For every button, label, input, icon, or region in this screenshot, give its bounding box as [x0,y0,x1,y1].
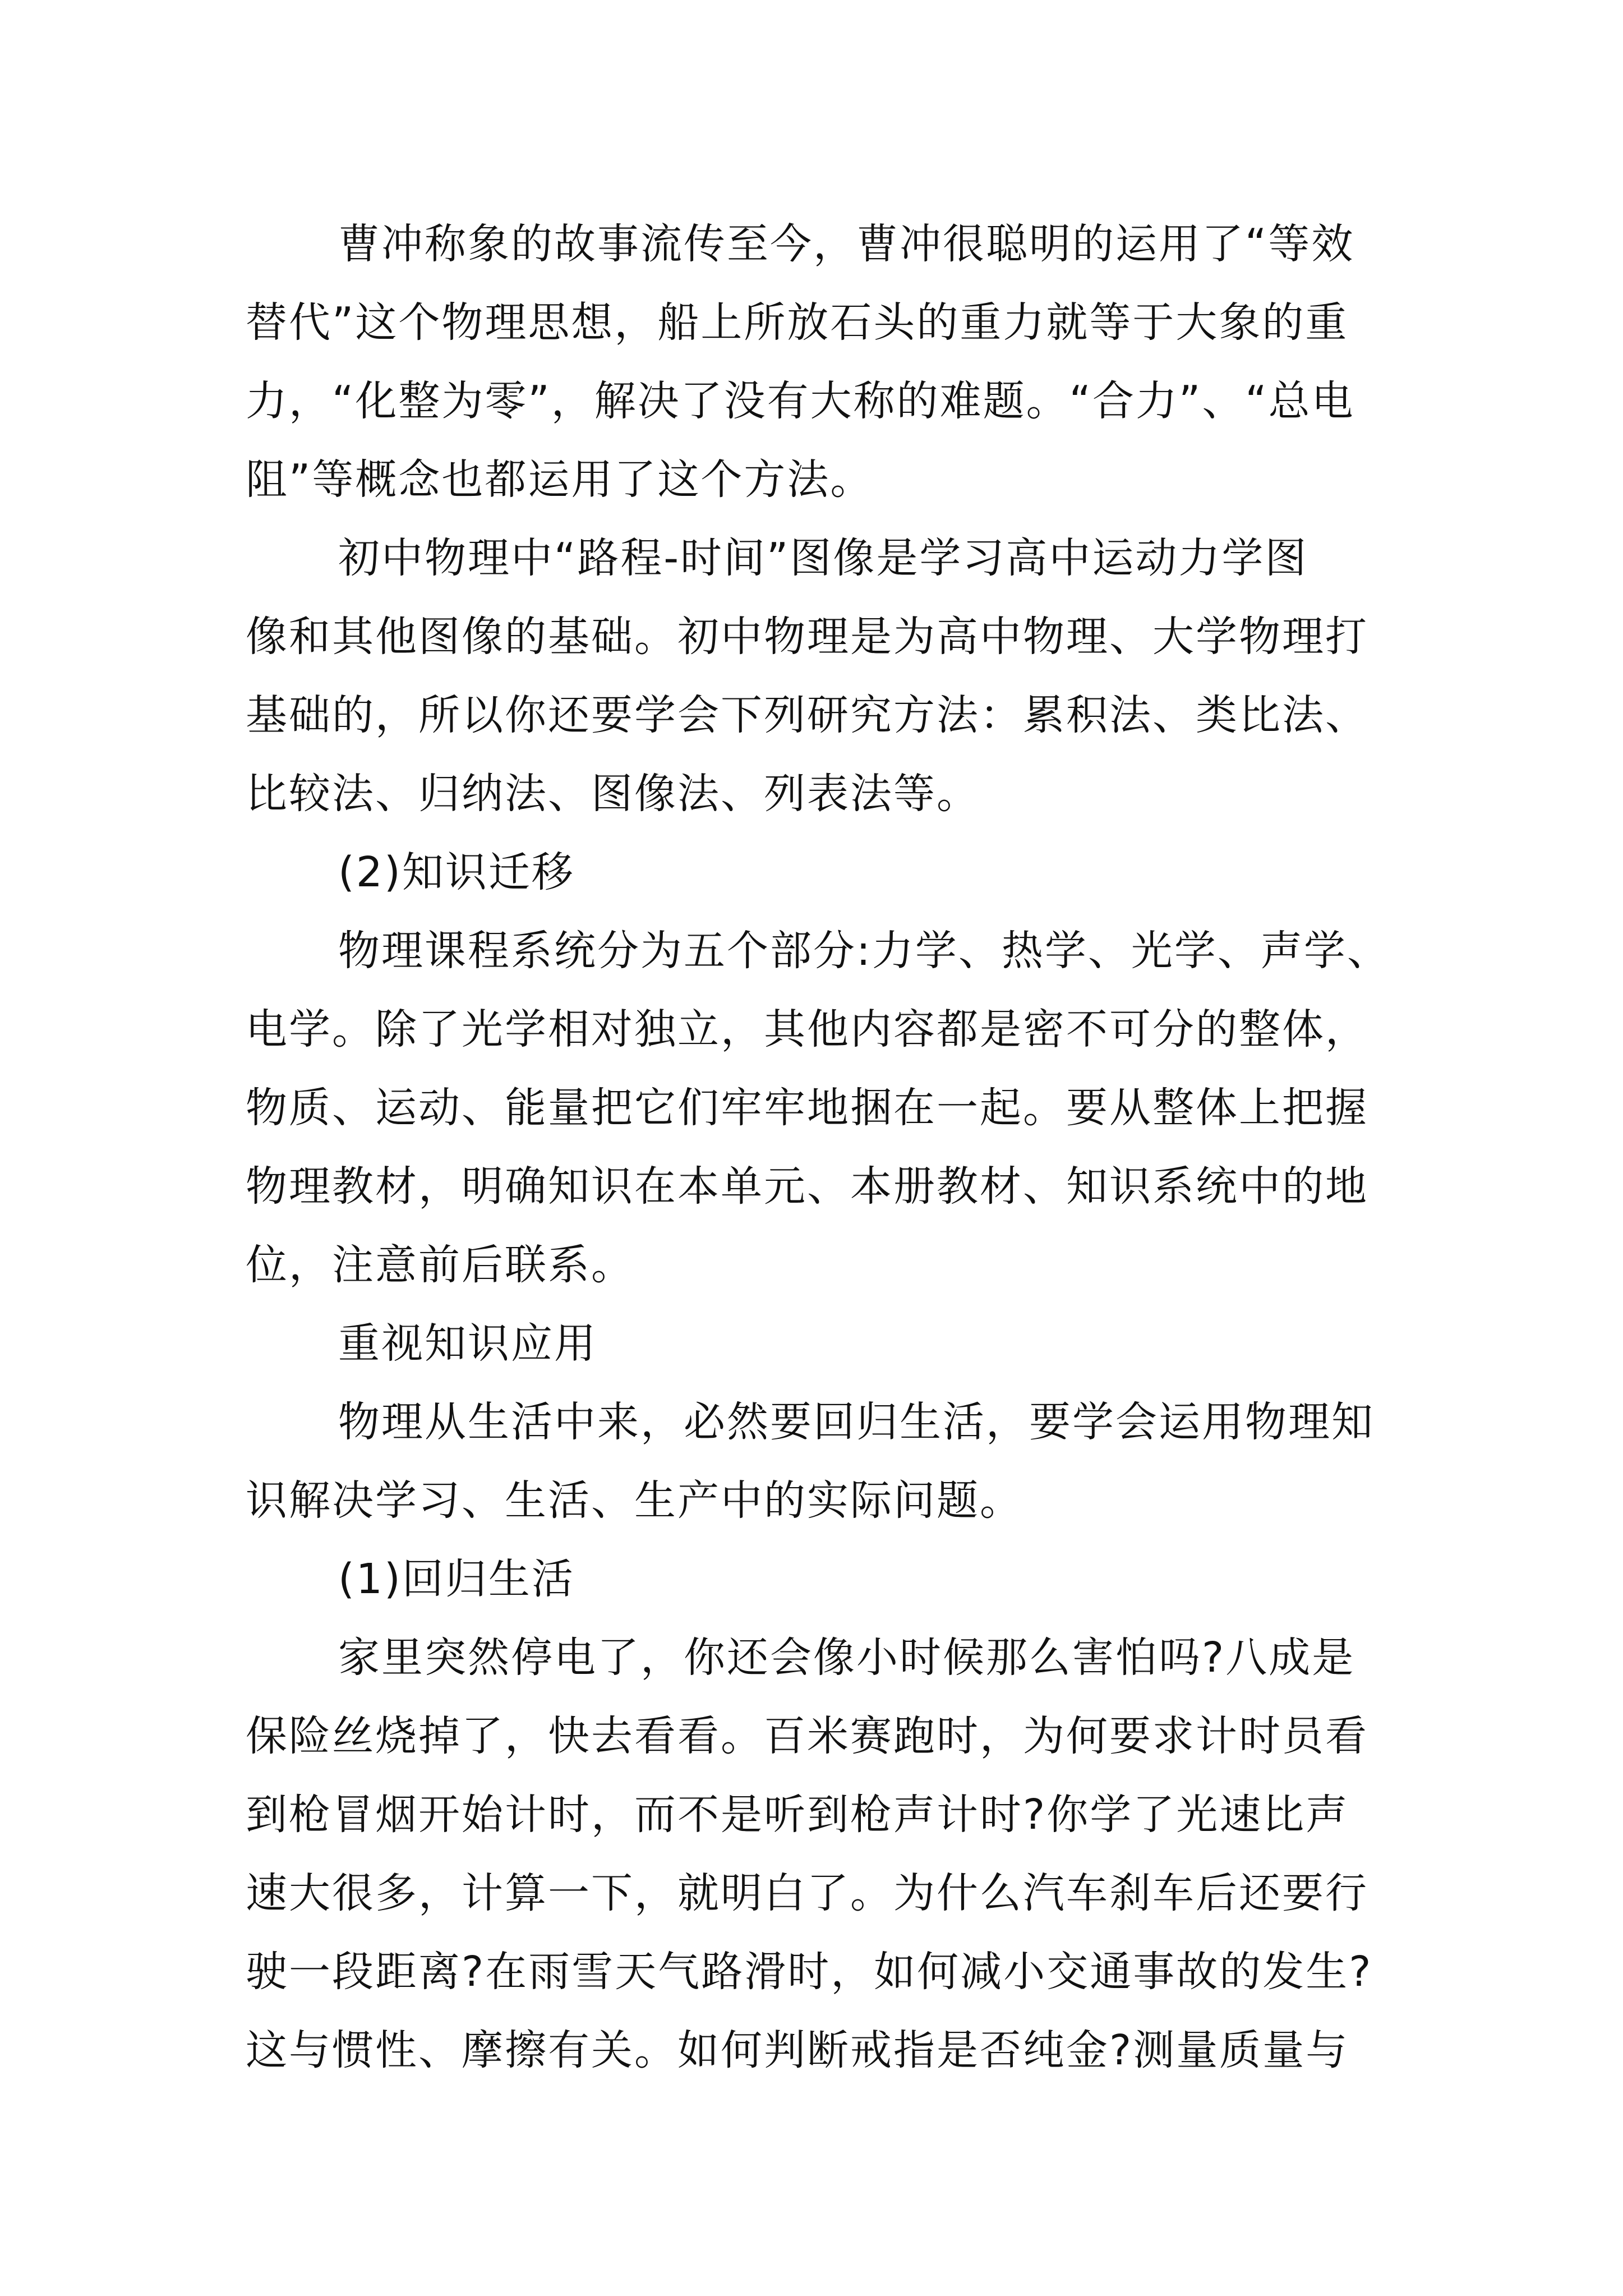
text-line: 曹冲称象的故事流传至今，曹冲很聪明的运用了“等效 [338,220,1355,268]
text-line: 替代”这个物理思想，船上所放石头的重力就等于大象的重 [246,298,1349,347]
text-line: 基础的，所以你还要学会下列研究方法：累积法、类比法、 [246,691,1368,739]
heading-return-to-life [246,1540,1390,1618]
text-line: 物理教材，明确知识在本单元、本册教材、知识系统中的地 [246,1162,1368,1211]
text-line: 物理从生活中来，必然要回归生活，要学会运用物理知 [338,1398,1375,1446]
text-line: 到枪冒烟开始计时，而不是听到枪声计时?你学了光速比声 [246,1791,1349,1839]
text-line: 初中物理中“路程-时间”图像是学习高中运动力学图 [338,534,1308,582]
text-line: 比较法、归纳法、图像法、列表法等。 [246,770,980,818]
text-line: 力，“化整为零”，解决了没有大称的难题。“合力”、“总电 [246,377,1355,425]
heading-knowledge-transfer [246,833,1390,912]
section-heading: (1)回归生活 [338,1555,575,1603]
paragraph-graphs [246,519,1390,833]
text-line: 物质、运动、能量把它们牢牢地捆在一起。要从整体上把握 [246,1084,1368,1132]
text-line: 物理课程系统分为五个部分:力学、热学、光学、声学、 [338,927,1390,975]
text-line: 速大很多，计算一下，就明白了。为什么汽车刹车后还要行 [246,1869,1368,1917]
paragraph-physics-life [246,1383,1390,1540]
section-heading: 重视知识应用 [338,1319,597,1368]
text-line: 电学。除了光学相对独立，其他内容都是密不可分的整体， [246,1005,1368,1053]
text-line: 像和其他图像的基础。初中物理是为高中物理、大学物理打 [246,613,1368,661]
section-heading: (2)知识迁移 [338,848,575,896]
text-line: 阻”等概念也都运用了这个方法。 [246,455,874,504]
document-body [246,205,1390,2090]
paragraph-cao-chong [246,205,1390,519]
text-line: 保险丝烧掉了，快去看看。百米赛跑时，为何要求计时员看 [246,1712,1368,1760]
text-line: 这与惯性、摩擦有关。如何判断戒指是否纯金?测量质量与 [246,2026,1349,2074]
paragraph-examples [246,1618,1390,2090]
text-line: 位，注意前后联系。 [246,1241,634,1289]
heading-knowledge-application [246,1304,1390,1383]
paragraph-curriculum [246,912,1390,1304]
text-line: 识解决学习、生活、生产中的实际问题。 [246,1476,1023,1525]
text-line: 家里突然停电了，你还会像小时候那么害怕吗?八成是 [338,1634,1355,1682]
text-line: 驶一段距离?在雨雪天气路滑时，如何减小交通事故的发生? [246,1948,1373,1996]
